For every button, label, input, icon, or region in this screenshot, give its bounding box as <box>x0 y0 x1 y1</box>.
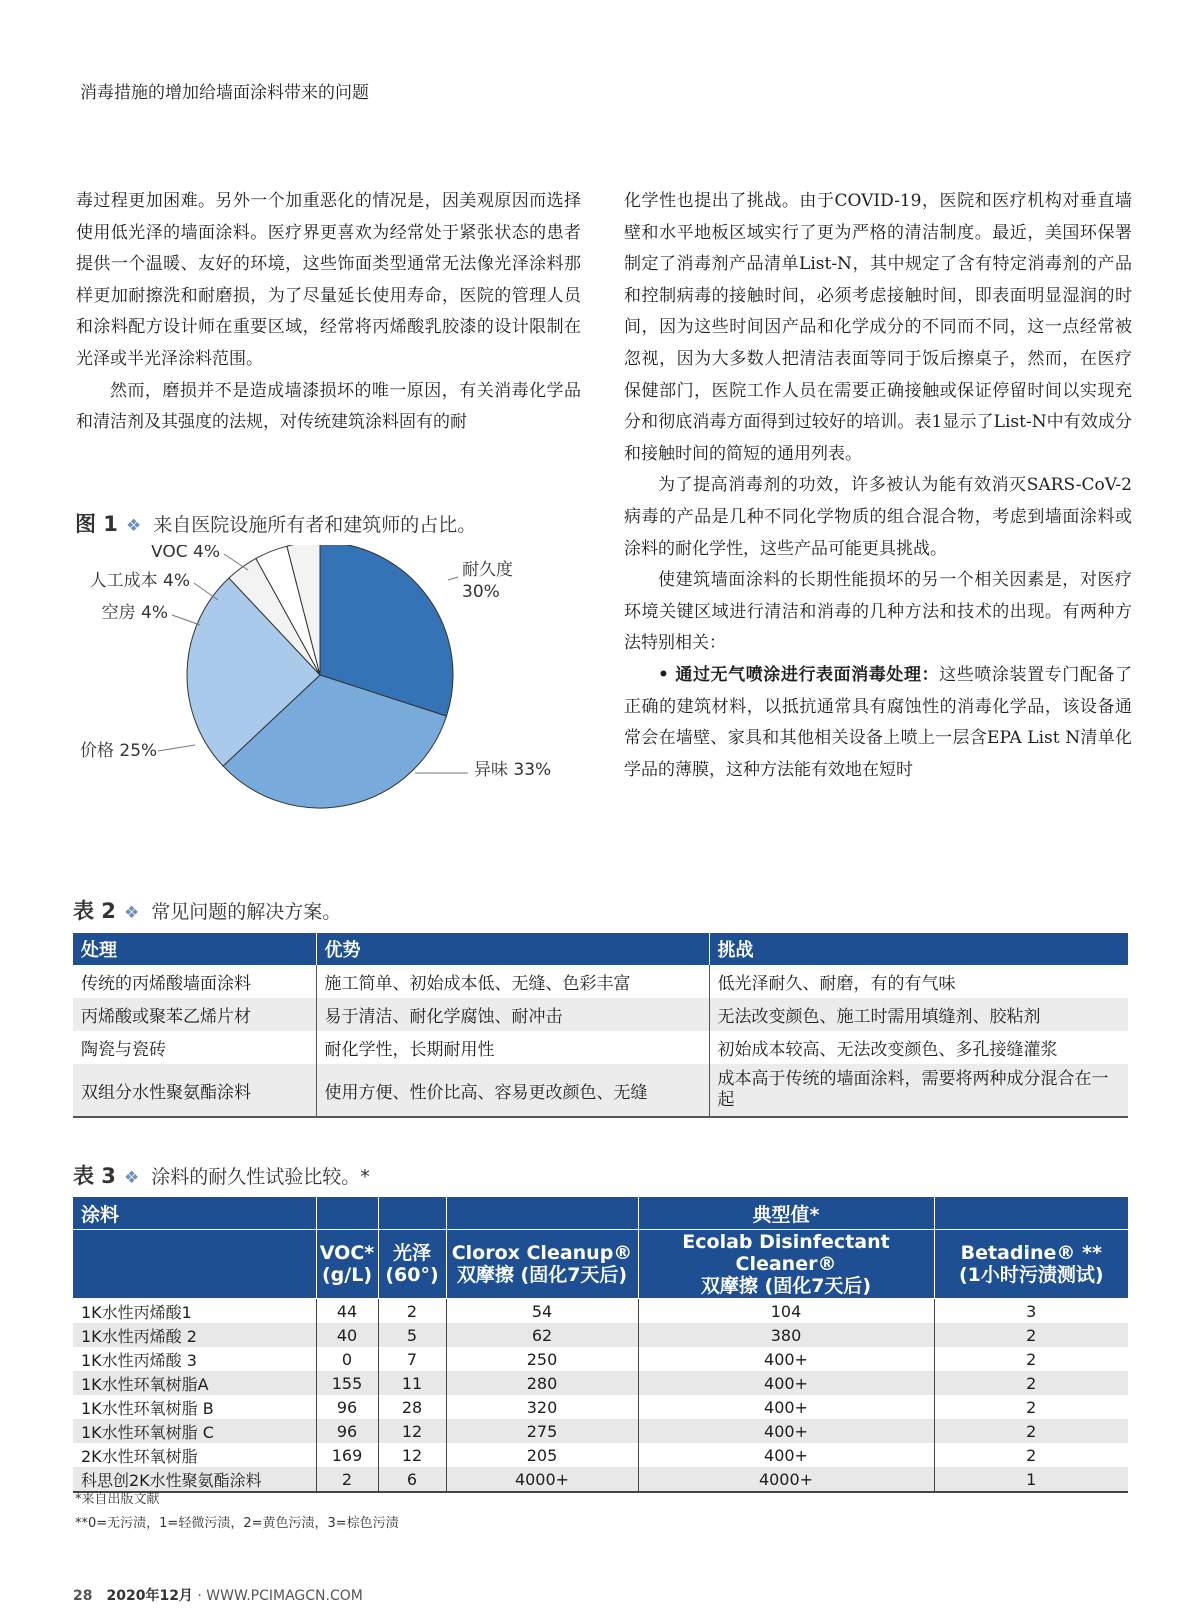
table-row <box>73 1031 1128 1064</box>
table-cell: 1K水性环氧树脂 C <box>73 1419 316 1443</box>
right-column <box>624 186 1132 786</box>
table-row <box>73 1443 1128 1467</box>
table-row <box>73 998 1128 1031</box>
bullet-text: 这些喷涂装置专门配备了正确的建筑材料，以抵抗通常具有腐蚀性的消毒化学品，该设备通常会在墙壁、家具和其他相关设备上喷上一层含EPA List N清单化学品的薄膜，这种方法能有效地在短时 <box>624 664 1132 780</box>
table-cell: 成本高于传统的墙面涂料，需要将两种成分混合在一起 <box>709 1064 1128 1117</box>
table-cell: 2 <box>1026 1397 1037 1417</box>
footer-website: WWW.PCIMAGCN.COM <box>206 1588 363 1604</box>
table-row <box>73 1347 1128 1371</box>
solutions-table <box>73 933 1128 1118</box>
footer-separator: · <box>197 1588 202 1604</box>
table-header-row <box>73 1197 1128 1230</box>
left-column <box>76 186 581 439</box>
table-cell: 7 <box>378 1347 446 1371</box>
header-cell-empty <box>73 1230 316 1299</box>
table-cell: 44 <box>316 1299 378 1324</box>
pie-label: 异味 33% <box>474 760 552 780</box>
table-cell: 169 <box>316 1443 378 1467</box>
table-cell: 62 <box>446 1323 638 1347</box>
table-cell: 12 <box>378 1443 446 1467</box>
table-cell: 2 <box>934 1419 1128 1443</box>
table-cell: 1 <box>934 1467 1128 1492</box>
table-cell: 1K水性丙烯酸 3 <box>73 1347 316 1371</box>
table-cell: 400+ <box>638 1371 934 1395</box>
table-cell: 40 <box>316 1323 378 1347</box>
table-cell: 3 <box>1026 1301 1037 1321</box>
header-cell-empty <box>934 1197 1128 1230</box>
table-cell: 无法改变颜色、施工时需用填缝剂、胶粘剂 <box>709 998 1128 1031</box>
table-cell: 2K水性环氧树脂 <box>73 1443 316 1467</box>
table-row <box>73 1371 1128 1395</box>
table-footnote: *来自出版文献 <box>75 1492 160 1507</box>
table-cell: 104 <box>638 1299 934 1324</box>
table-footnote: **0=无污渍，1=轻微污渍，2=黄色污渍，3=棕色污渍 <box>75 1516 399 1531</box>
pie-leader-line <box>224 554 248 570</box>
running-head: 消毒措施的增加给墙面涂料带来的问题 <box>80 83 369 103</box>
pie-label: 耐久度 <box>462 560 513 580</box>
table-cell: 6 <box>378 1467 446 1492</box>
header-cell: 处理 <box>73 933 316 965</box>
header-line: 光泽 <box>392 1242 431 1264</box>
header-cell-ecolab <box>638 1230 934 1299</box>
pie-chart <box>60 545 620 845</box>
table-cell: 400+ <box>638 1347 934 1371</box>
table-cell: 1K水性环氧树脂A <box>73 1371 316 1395</box>
table-cell: 205 <box>446 1443 638 1467</box>
pie-label: 30% <box>462 582 500 602</box>
table-cell: 低光泽耐久、耐磨，有的有气味 <box>717 974 956 994</box>
header-cell: 挑战 <box>709 933 1128 965</box>
table-cell: 双组分水性聚氨酯涂料 <box>73 1064 316 1117</box>
table-cell: 2 <box>934 1323 1128 1347</box>
table-row <box>73 1323 1128 1347</box>
table-body <box>73 1299 1128 1493</box>
table-cell: 96 <box>316 1419 378 1443</box>
pie-label: 人工成本 4% <box>89 571 190 591</box>
table-row <box>73 1395 1128 1419</box>
bullet-paragraph <box>624 660 1132 786</box>
table-cell: 2 <box>1026 1445 1037 1465</box>
table-header-row <box>73 1230 1128 1299</box>
paragraph: 使建筑墙面涂料的长期性能损坏的另一个相关因素是，对医疗环境关键区域进行清洁和消毒的几种方法和技术的出现。有两种方法特别相关： <box>624 570 1132 654</box>
header-cell-empty <box>446 1197 638 1230</box>
figure-caption <box>75 508 476 538</box>
table-cell: 耐化学性，长期耐用性 <box>316 1031 709 1064</box>
paragraph: 毒过程更加困难。另外一个加重恶化的情况是，因美观原因而选择使用低光泽的墙面涂料。医疗界更喜欢为经常处于紧张状态的患者提供一个温暖、友好的环境，这些饰面类型通常无法像光泽涂料那样更加耐擦洗和耐磨损，为了尽量延长使用寿命，医院的管理人员和涂料配方设计师在重要区域，经常将丙烯酸乳胶漆的设计限制在光泽或半光泽涂料范围。 <box>76 191 581 369</box>
header-line: VOC* <box>319 1242 375 1264</box>
table-row <box>73 965 1128 998</box>
header-cell-coating: 涂料 <box>73 1197 316 1230</box>
header-cell-gloss <box>378 1230 446 1299</box>
diamond-icon: ❖ <box>125 516 142 536</box>
pie-leader-line <box>194 583 218 600</box>
issue-date: 2020年12月 <box>106 1588 193 1604</box>
header-cell-typical: 典型值* <box>638 1197 934 1230</box>
header-line: (g/L) <box>321 1264 372 1286</box>
header-cell-voc <box>316 1230 378 1299</box>
bullet-label: • 通过无气喷涂进行表面消毒处理： <box>658 664 940 685</box>
diamond-icon: ❖ <box>123 1168 140 1188</box>
table-caption <box>73 895 341 925</box>
table-cell: 54 <box>446 1299 638 1324</box>
header-cell-clorox <box>446 1230 638 1299</box>
durability-table <box>73 1197 1128 1493</box>
table-cell: 传统的丙烯酸墙面涂料 <box>73 965 316 998</box>
table-cell: 2 <box>1026 1349 1037 1369</box>
header-line: Betadine® ** <box>960 1242 1102 1264</box>
table-cell: 400+ <box>638 1419 934 1443</box>
table-cell: 11 <box>378 1371 446 1395</box>
header-line: 双摩擦 (固化7天后) <box>700 1275 872 1297</box>
header-cell: 优势 <box>316 933 709 965</box>
figure-caption-text: 来自医院设施所有者和建筑师的占比。 <box>153 514 477 536</box>
table-cell: 280 <box>446 1371 638 1395</box>
table-cell: 380 <box>638 1323 934 1347</box>
header-line: (60°) <box>385 1264 439 1286</box>
table-cell: 施工简单、初始成本低、无缝、色彩丰富 <box>316 965 709 998</box>
table-cell: 400+ <box>638 1443 934 1467</box>
table-cell: 28 <box>378 1395 446 1419</box>
table-cell: 155 <box>316 1371 378 1395</box>
table-cell: 2 <box>378 1299 446 1324</box>
header-cell-betadine <box>934 1230 1128 1299</box>
table-cell: 5 <box>378 1323 446 1347</box>
table-cell: 陶瓷与瓷砖 <box>73 1031 316 1064</box>
table-cell: 250 <box>446 1347 638 1371</box>
pie-leader-line <box>172 615 200 625</box>
pie-label: 价格 25% <box>80 741 158 761</box>
page-number: 28 <box>73 1588 93 1604</box>
figure-label: 图 1 <box>75 512 118 536</box>
header-line: Ecolab Disinfectant Cleaner® <box>682 1231 890 1275</box>
table-cell: 使用方便、性价比高、容易更改颜色、无缝 <box>316 1064 709 1117</box>
table-cell: 4000+ <box>446 1467 638 1492</box>
pie-label: VOC 4% <box>151 545 220 562</box>
table-cell: 易于清洁、耐化学腐蚀、耐冲击 <box>316 998 709 1031</box>
header-line: (1小时污渍测试) <box>958 1264 1104 1286</box>
header-line: 双摩擦 (固化7天后) <box>456 1264 628 1286</box>
table-row <box>73 1467 1128 1492</box>
table-caption <box>73 1160 370 1190</box>
table-cell: 丙烯酸或聚苯乙烯片材 <box>73 998 316 1031</box>
table-cell: 400+ <box>638 1395 934 1419</box>
table-cell: 1K水性环氧树脂 B <box>73 1395 316 1419</box>
table-cell: 1K水性丙烯酸1 <box>73 1299 316 1324</box>
paragraph: 化学性也提出了挑战。由于COVID-19，医院和医疗机构对垂直墙壁和水平地板区域实行了更为严格的清洁制度。最近，美国环保署制定了消毒剂产品清单List-N，其中规定了含有特定消毒剂的产品和控制病毒的接触时间，必须考虑接触时间，即表面明显湿润的时间，因为这些时间因产品和化学成分的不同而不同，这一点经常被忽视，因为大多数人把清洁表面等同于饭后擦桌子，然而，在医疗保健部门，医院工作人员在需要正确接触或保证停留时间以实现充分和彻底消毒方面得到过较好的培训。表1显示了List-N中有效成分和接触时间的简短的通用列表。 <box>624 191 1132 464</box>
table-cell: 2 <box>316 1467 378 1492</box>
diamond-icon: ❖ <box>123 903 140 923</box>
table-cell: 1K水性丙烯酸 2 <box>73 1323 316 1347</box>
pie-leader-line <box>158 745 195 751</box>
table-cell: 275 <box>446 1419 638 1443</box>
header-cell-empty <box>378 1197 446 1230</box>
table-cell: 96 <box>316 1395 378 1419</box>
paragraph: 为了提高消毒剂的功效，许多被认为能有效消灭SARS-CoV-2病毒的产品是几种不同化学物质的组合混合物，考虑到墙面涂料或涂料的耐化学性，这些产品可能更具挑战。 <box>624 475 1132 559</box>
table-header-row <box>73 933 1128 965</box>
table-cell: 初始成本较高、无法改变颜色、多孔接缝灌浆 <box>717 1040 1058 1060</box>
table-cell: 4000+ <box>638 1467 934 1492</box>
table-row <box>73 1419 1128 1443</box>
header-line: Clorox Cleanup® <box>451 1242 633 1264</box>
paragraph: 然而，磨损并不是造成墙漆损坏的唯一原因，有关消毒化学品和清洁剂及其强度的法规，对传统建筑涂料固有的耐 <box>76 380 581 433</box>
table-label: 表 2 <box>73 899 116 923</box>
pie-leader-line <box>448 577 458 580</box>
table-caption-text: 涂料的耐久性试验比较。* <box>151 1166 370 1188</box>
table-label: 表 3 <box>73 1164 116 1188</box>
table-cell: 科思创2K水性聚氨酯涂料 <box>73 1467 316 1492</box>
table-cell: 0 <box>316 1347 378 1371</box>
table-cell: 320 <box>446 1395 638 1419</box>
table-cell: 2 <box>934 1371 1128 1395</box>
header-cell-empty <box>316 1197 378 1230</box>
table-row <box>73 1064 1128 1117</box>
page-footer <box>73 1585 363 1605</box>
table-caption-text: 常见问题的解决方案。 <box>151 901 342 923</box>
table-cell: 12 <box>378 1419 446 1443</box>
table-row <box>73 1299 1128 1324</box>
pie-label: 空房 4% <box>101 603 168 623</box>
